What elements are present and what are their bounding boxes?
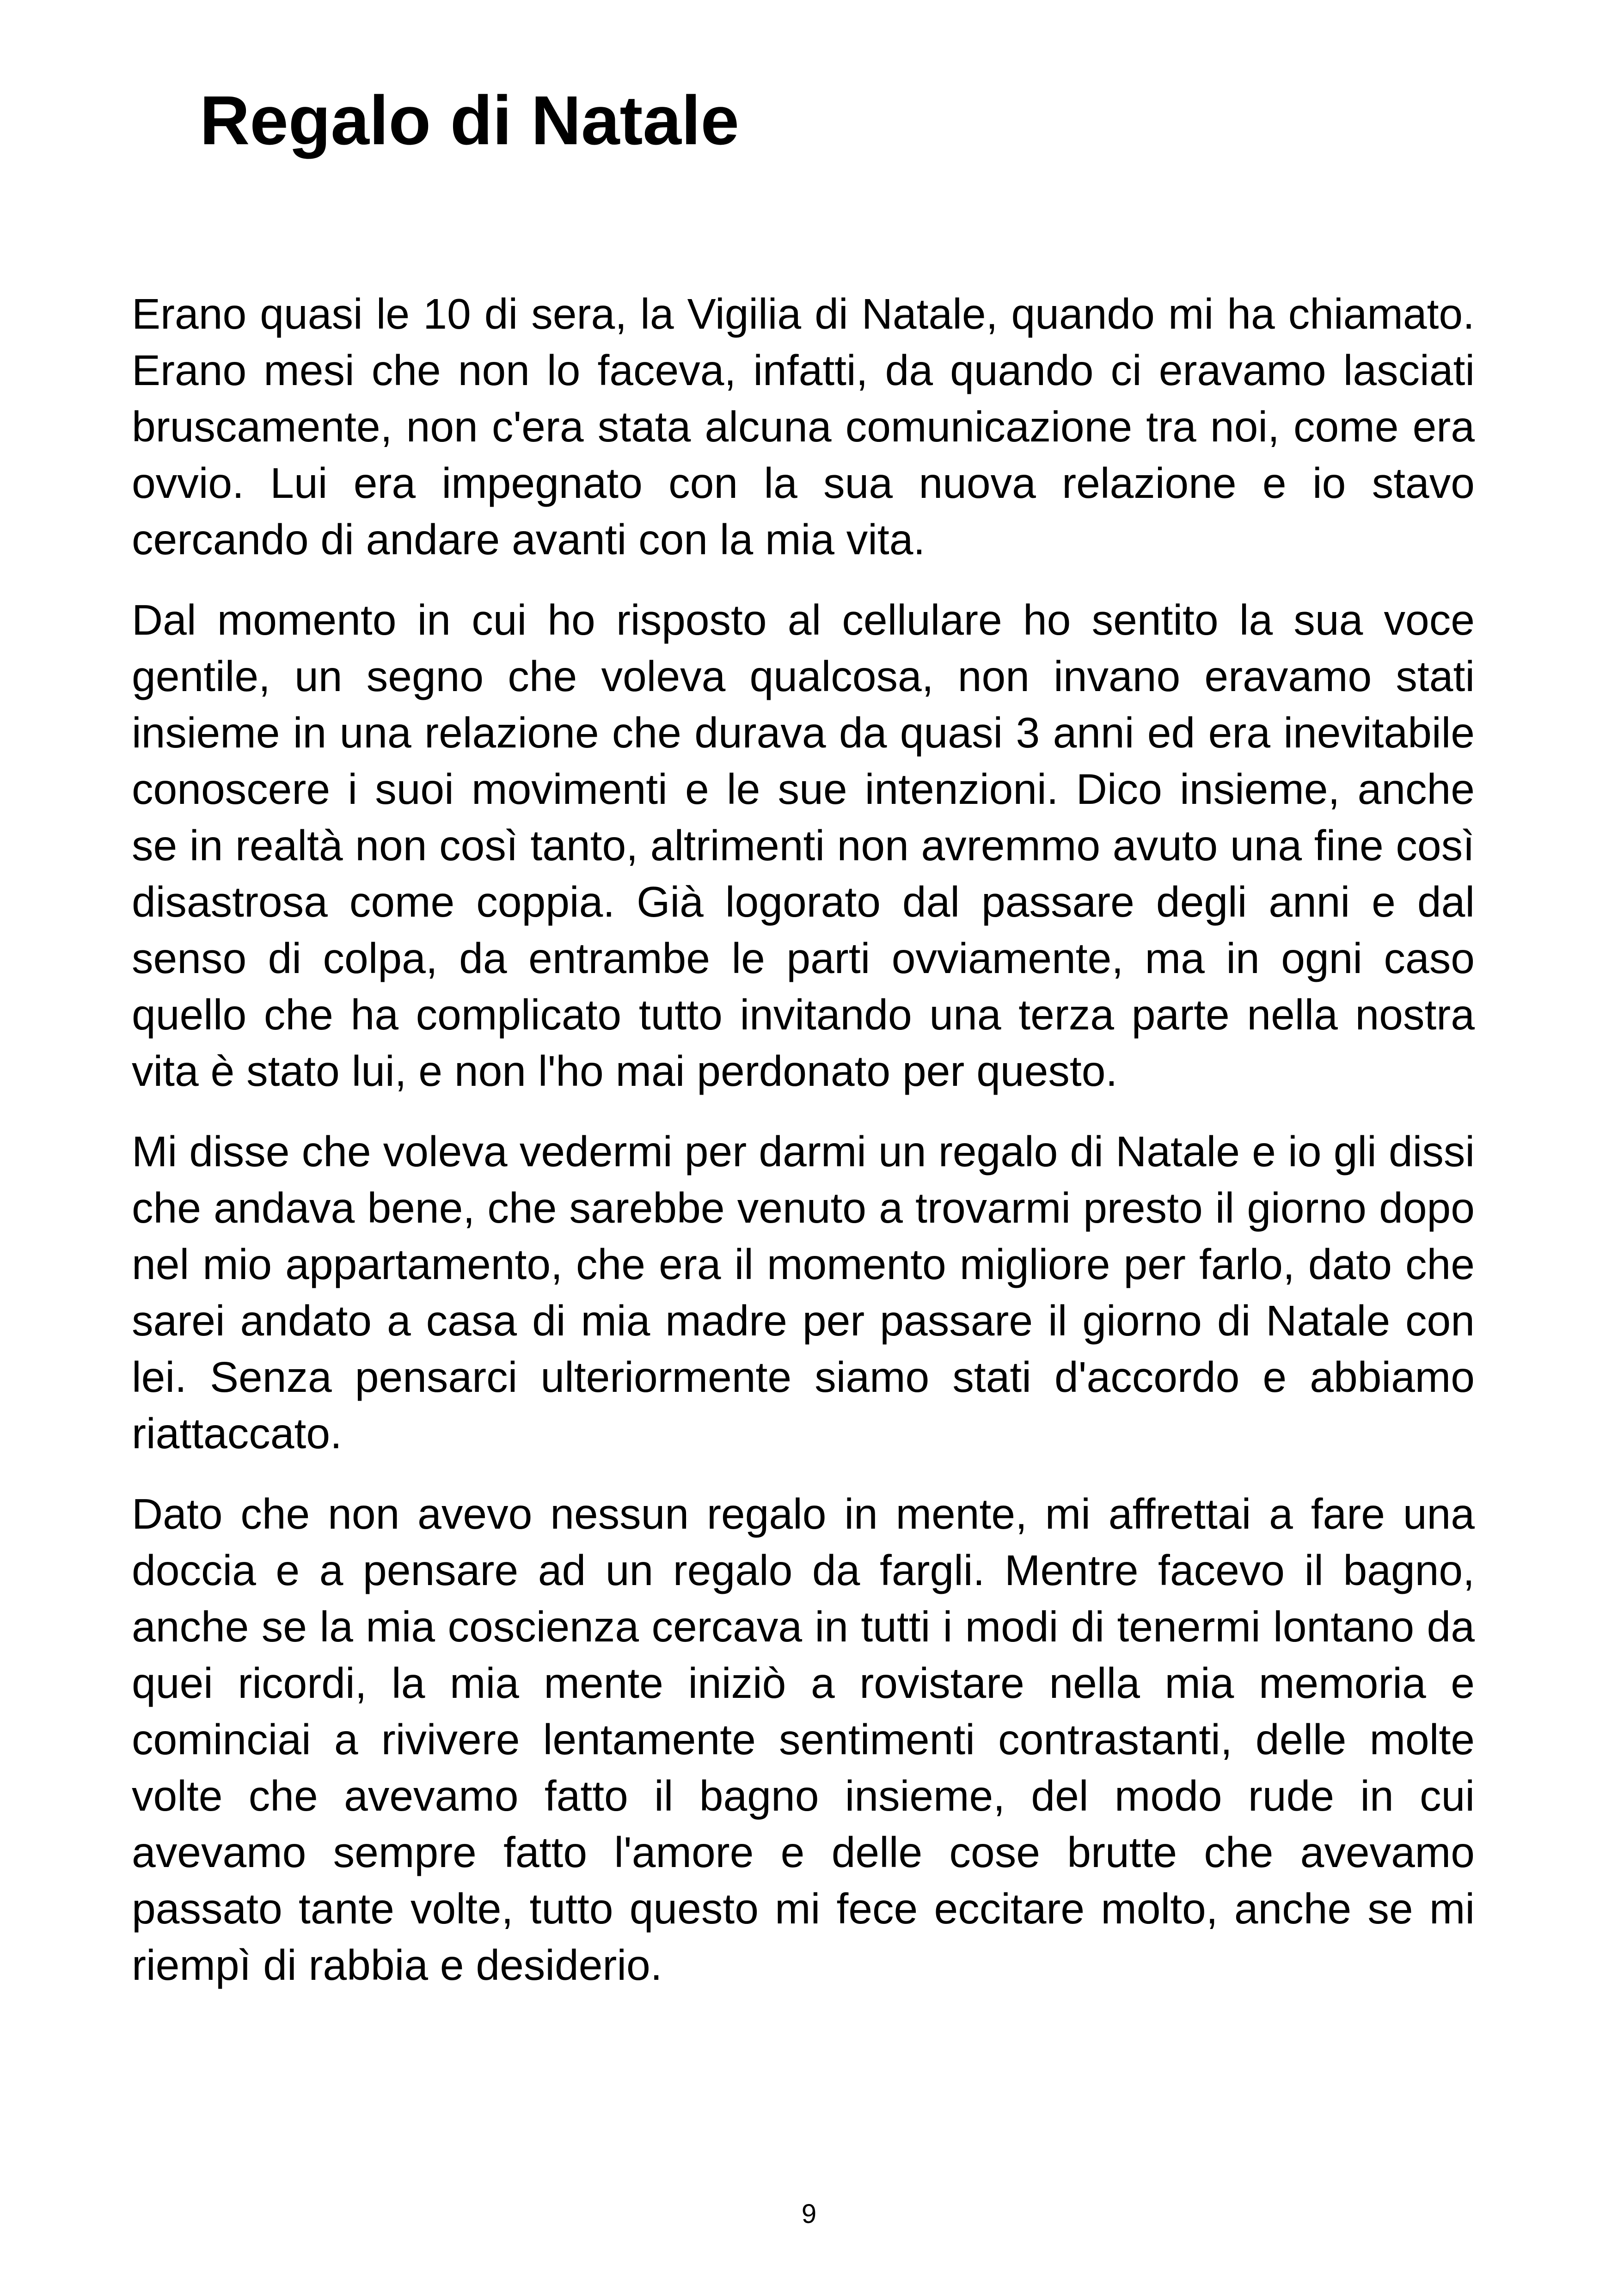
paragraph-4: Dato che non avevo nessun regalo in mente, mi affrettai a fare una doccia e a pensare ad un regalo da fargli. Mentre facevo il bagno, anche se la mia coscienza cercava in tutti i modi di tenermi lontano da quei ricordi, la mia mente iniziò a rovistare nella mia memoria e cominciai a rivivere lentamente sentimenti contrastanti, delle molte volte che avevamo fatto il bagno insieme, del modo rude in cui avevamo sempre fatto l'amore e delle cose brutte che avevamo passato tante volte, tutto questo mi fece eccitare molto, anche se mi riempì di rabbia e desiderio. — [132, 1490, 1475, 1989]
paragraph-2: Dal momento in cui ho risposto al cellulare ho sentito la sua voce gentile, un segno che voleva qualcosa, non invano eravamo stati insieme in una relazione che durava da quasi 3 anni ed era inevitabile conoscere i suoi movimenti e le sue intenzioni. Dico insieme, anche se in realtà non così tanto, altrimenti non avremmo avuto una fine così disastrosa come coppia. Già logorato dal passare degli anni e dal senso di colpa, da entrambe le parti ovviamente, ma in ogni caso quello che ha complicato tutto invitando una terza parte nella nostra vita è stato lui, e non l'ho mai perdonato per questo. — [132, 596, 1475, 1095]
paragraph-1: Erano quasi le 10 di sera, la Vigilia di Natale, quando mi ha chiamato. Erano mesi che non lo faceva, infatti, da quando ci eravamo lasciati bruscamente, non c'era stata alcuna comunicazione tra noi, come era ovvio. Lui era impegnato con la sua nuova relazione e io stavo cercando di andare avanti con la mia vita. — [132, 290, 1475, 563]
page-number: 9 — [801, 2199, 817, 2229]
body-text — [132, 286, 1475, 2017]
chapter-title: Regalo di Natale — [200, 81, 739, 159]
paragraph-3: Mi disse che voleva vedermi per darmi un regalo di Natale e io gli dissi che andava bene, che sarebbe venuto a trovarmi presto il giorno dopo nel mio appartamento, che era il momento migliore per farlo, dato che sarei andato a casa di mia madre per passare il giorno di Natale con lei. Senza pensarci ulteriormente siamo stati d'accordo e abbiamo riattaccato. — [132, 1127, 1475, 1457]
